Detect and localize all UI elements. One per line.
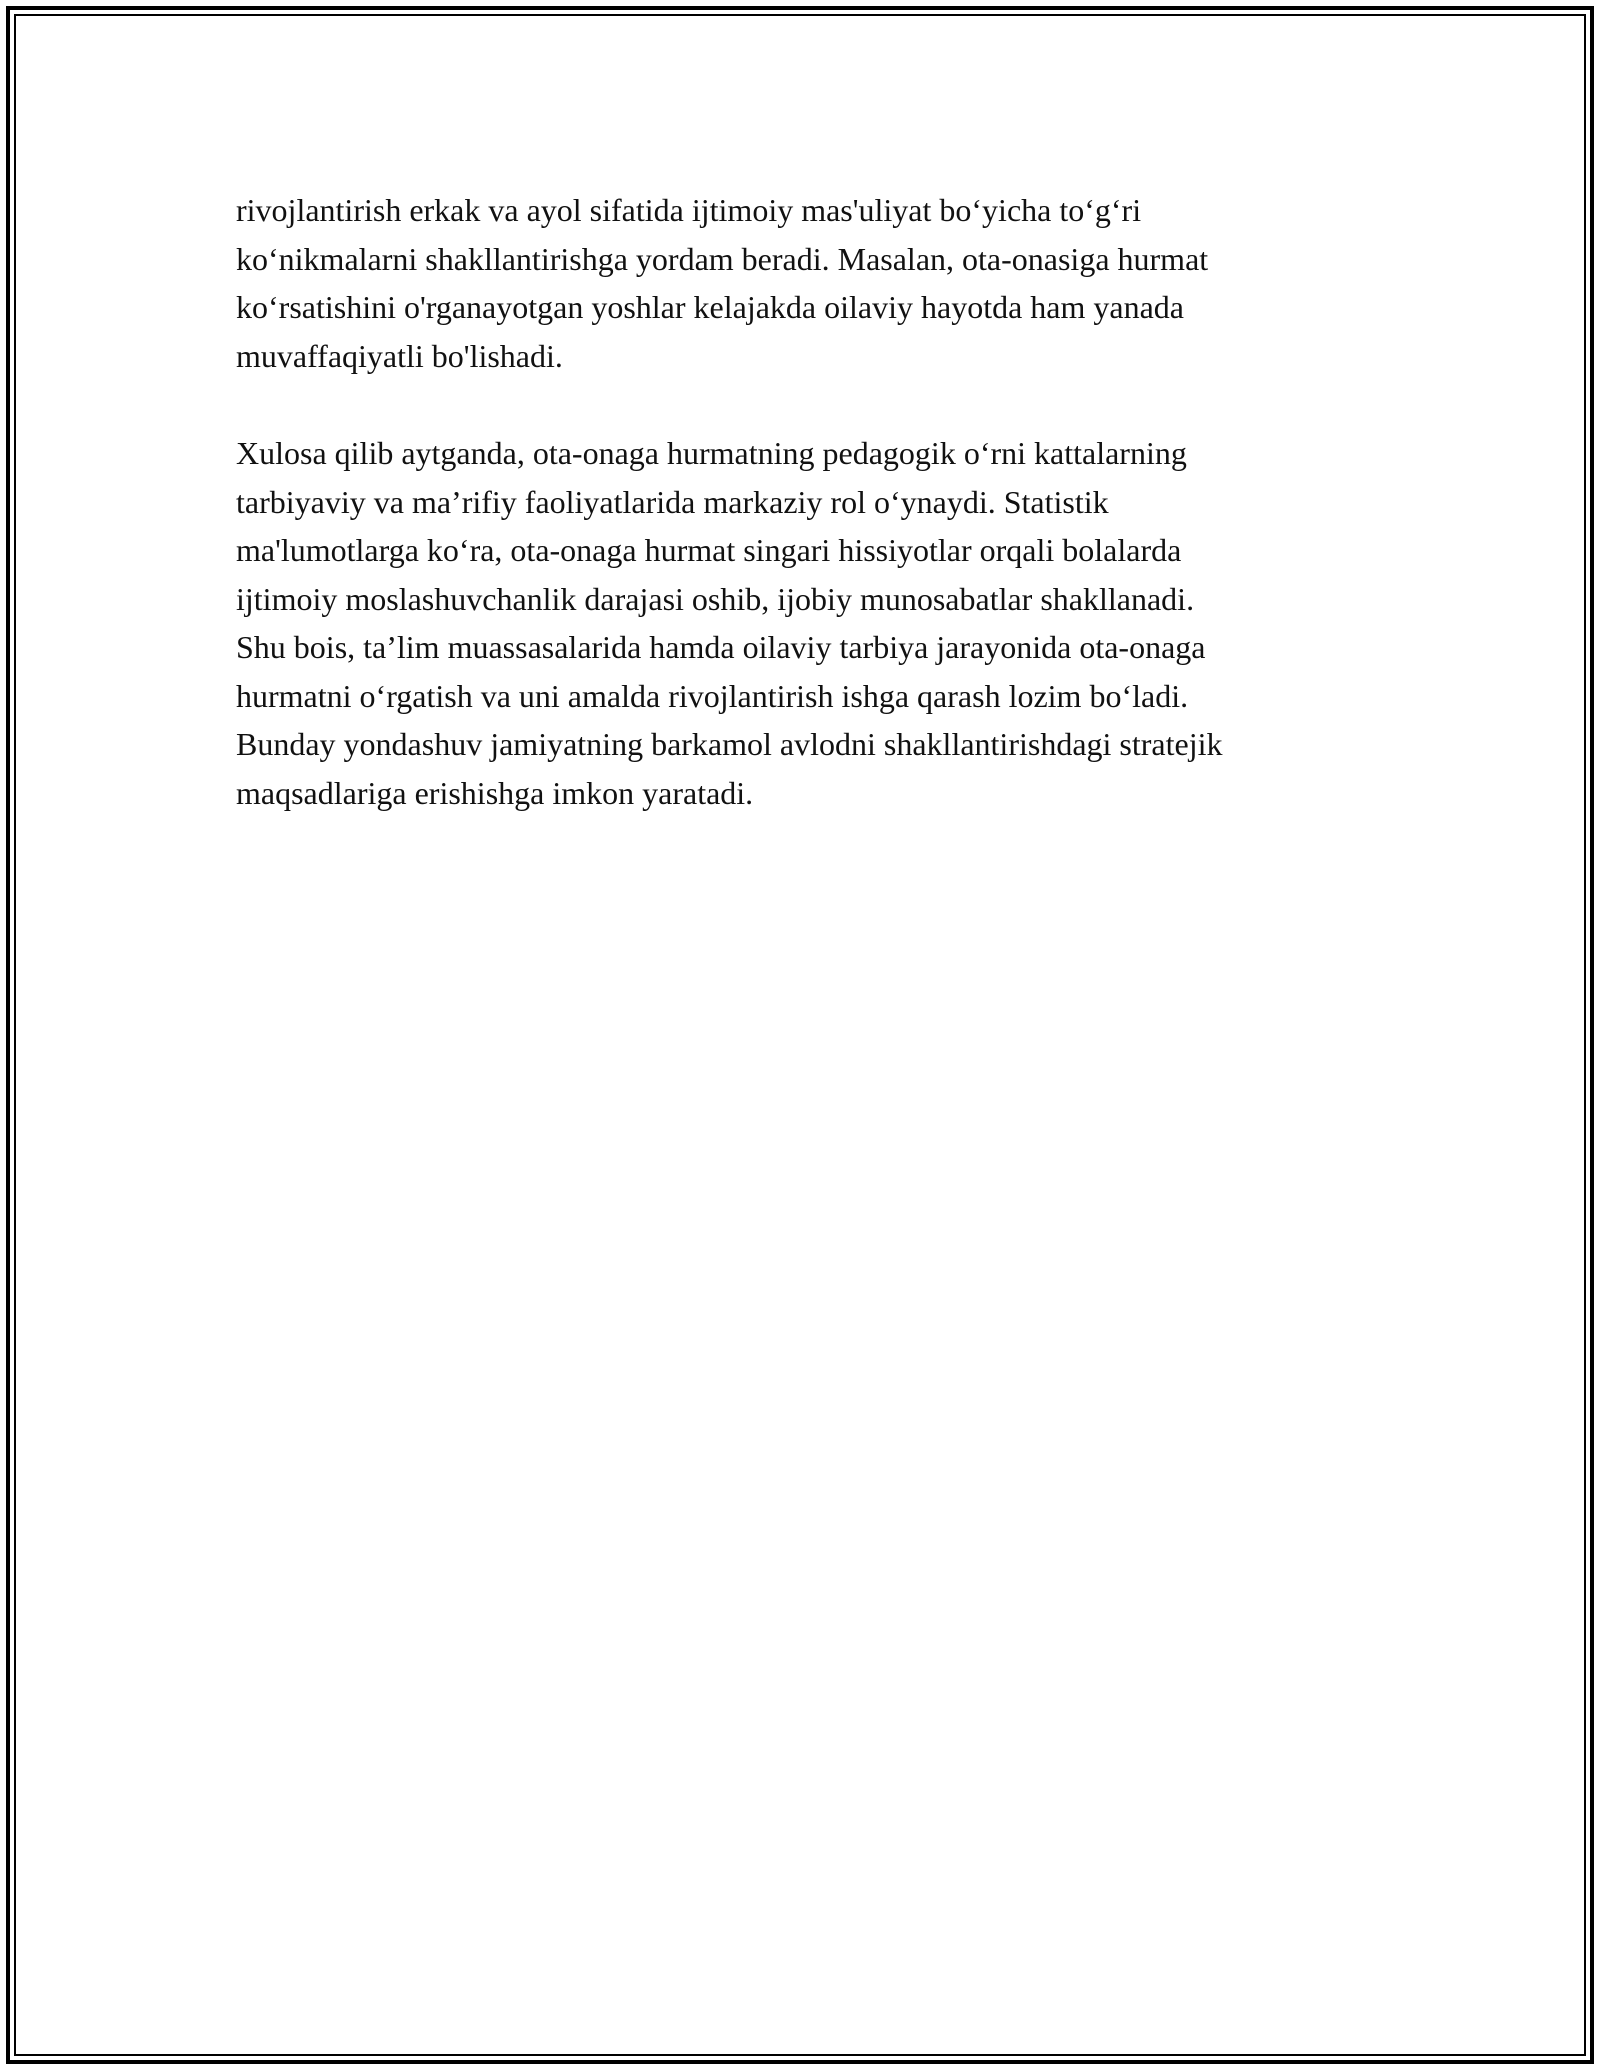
text-line: ko‘nikmalarni shakllantirishga yordam beradi. Masalan, ota-onasiga hurmat (236, 240, 1209, 277)
text-line: Bunday yondashuv jamiyatning barkamol avlodni shakllantirishdagi stratejik (236, 726, 1223, 762)
text-line: ijtimoiy moslashuvchanlik darajasi oshib, ijobiy munosabatlar shakllanadi. (236, 580, 1195, 617)
paragraph-1 (236, 186, 1396, 380)
paragraph-2 (236, 429, 1396, 817)
text-line: tarbiyaviy va ma’rifiy faoliyatlarida markaziy rol o‘ynaydi. Statistik (236, 483, 1109, 520)
text-line: ko‘rsatishini o'rganayotgan yoshlar kelajakda oilaviy hayotda ham yanada (236, 289, 1184, 325)
text-line: hurmatni o‘rgatish va uni amalda rivojlantirish ishga qarash lozim bo‘ladi. (236, 677, 1189, 714)
text-line: rivojlantirish erkak va ayol sifatida ijtimoiy mas'uliyat bo‘yicha to‘g‘ri (236, 192, 1142, 228)
document-body (236, 186, 1396, 866)
text-line: muvaffaqiyatli bo'lishadi. (236, 337, 563, 374)
text-line: Xulosa qilib aytganda, ota-onaga hurmatning pedagogik o‘rni kattalarning (236, 435, 1187, 471)
text-line: maqsadlariga erishishga imkon yaratadi. (236, 774, 754, 811)
text-line: ma'lumotlarga ko‘ra, ota-onaga hurmat singari hissiyotlar orqali bolalarda (236, 532, 1182, 568)
text-line: Shu bois, ta’lim muassasalarida hamda oilaviy tarbiya jarayonida ota-onaga (236, 629, 1206, 665)
